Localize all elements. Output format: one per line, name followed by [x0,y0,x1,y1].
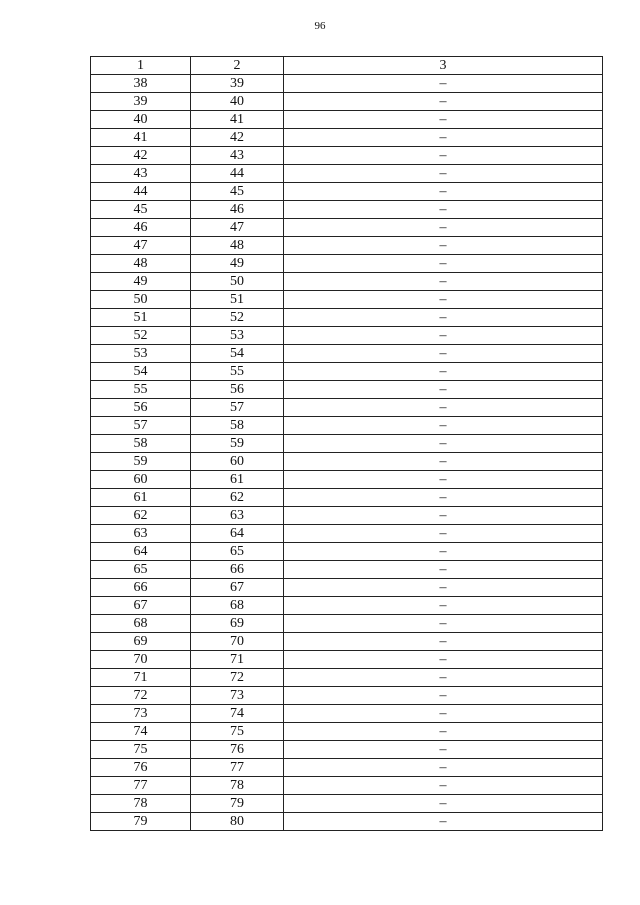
table-cell-col-2: 60 [191,453,284,471]
table-row [91,219,603,237]
table-cell-col-2: 47 [191,219,284,237]
table-cell-col-3: – [284,435,603,453]
table-row [91,741,603,759]
table-cell-col-2: 78 [191,777,284,795]
column-header-3: 3 [284,57,603,75]
table-cell-col-3: – [284,93,603,111]
table-cell-col-3: – [284,129,603,147]
table-cell-col-3: – [284,273,603,291]
table-cell-col-3: – [284,543,603,561]
table-cell-col-2: 73 [191,687,284,705]
table-row [91,129,603,147]
table-row [91,399,603,417]
table-cell-col-2: 43 [191,147,284,165]
table-cell-col-3: – [284,75,603,93]
table-row [91,345,603,363]
table-cell-col-3: – [284,507,603,525]
data-table [90,56,603,831]
table-cell-col-3: – [284,345,603,363]
table-row [91,381,603,399]
table-cell-col-1: 41 [91,129,191,147]
table-cell-col-1: 53 [91,345,191,363]
table-row [91,147,603,165]
table-cell-col-1: 63 [91,525,191,543]
table-cell-col-3: – [284,255,603,273]
table-cell-col-3: – [284,759,603,777]
table-cell-col-2: 66 [191,561,284,579]
table-cell-col-2: 80 [191,813,284,831]
column-header-1: 1 [91,57,191,75]
table-cell-col-2: 62 [191,489,284,507]
table-cell-col-3: – [284,651,603,669]
table-cell-col-2: 39 [191,75,284,93]
table-row [91,579,603,597]
table-cell-col-3: – [284,399,603,417]
table-body [91,75,603,831]
table-cell-col-3: – [284,561,603,579]
table-cell-col-3: – [284,219,603,237]
table-cell-col-2: 74 [191,705,284,723]
table-row [91,543,603,561]
table-cell-col-2: 58 [191,417,284,435]
table-cell-col-3: – [284,633,603,651]
table-cell-col-1: 46 [91,219,191,237]
table-cell-col-1: 39 [91,93,191,111]
table-cell-col-3: – [284,327,603,345]
table-cell-col-1: 66 [91,579,191,597]
table-row [91,291,603,309]
table-cell-col-1: 42 [91,147,191,165]
table-cell-col-1: 74 [91,723,191,741]
table-cell-col-2: 46 [191,201,284,219]
table-row [91,93,603,111]
table-cell-col-2: 61 [191,471,284,489]
table-cell-col-3: – [284,417,603,435]
header-row [91,57,603,75]
table-cell-col-2: 50 [191,273,284,291]
table-cell-col-3: – [284,363,603,381]
table-cell-col-1: 78 [91,795,191,813]
table-cell-col-1: 44 [91,183,191,201]
table-cell-col-3: – [284,381,603,399]
table-row [91,777,603,795]
table-cell-col-3: – [284,777,603,795]
table-cell-col-2: 63 [191,507,284,525]
table-row [91,273,603,291]
table-cell-col-1: 69 [91,633,191,651]
table-cell-col-2: 42 [191,129,284,147]
table-row [91,165,603,183]
table-cell-col-3: – [284,795,603,813]
table-cell-col-1: 40 [91,111,191,129]
table-cell-col-1: 76 [91,759,191,777]
table-row [91,327,603,345]
table-row [91,525,603,543]
table-cell-col-1: 67 [91,597,191,615]
table-cell-col-2: 40 [191,93,284,111]
table-cell-col-2: 71 [191,651,284,669]
table-cell-col-2: 56 [191,381,284,399]
table-row [91,795,603,813]
table-cell-col-3: – [284,741,603,759]
table-cell-col-1: 50 [91,291,191,309]
table-cell-col-1: 47 [91,237,191,255]
table-row [91,111,603,129]
table-cell-col-2: 65 [191,543,284,561]
table-cell-col-3: – [284,237,603,255]
table-cell-col-1: 38 [91,75,191,93]
table-cell-col-2: 44 [191,165,284,183]
table-cell-col-3: – [284,579,603,597]
table-cell-col-2: 49 [191,255,284,273]
table-cell-col-2: 48 [191,237,284,255]
table-cell-col-2: 72 [191,669,284,687]
table-cell-col-1: 54 [91,363,191,381]
table-cell-col-2: 68 [191,597,284,615]
table-cell-col-3: – [284,687,603,705]
table-cell-col-3: – [284,723,603,741]
table-cell-col-3: – [284,183,603,201]
table-row [91,237,603,255]
table-row [91,813,603,831]
table-cell-col-1: 52 [91,327,191,345]
table-cell-col-3: – [284,111,603,129]
table-row [91,561,603,579]
table-row [91,615,603,633]
table-row [91,759,603,777]
table-cell-col-1: 56 [91,399,191,417]
table-cell-col-3: – [284,615,603,633]
table-cell-col-3: – [284,669,603,687]
table-cell-col-1: 60 [91,471,191,489]
table-row [91,633,603,651]
table-cell-col-2: 79 [191,795,284,813]
column-header-2: 2 [191,57,284,75]
table-cell-col-1: 57 [91,417,191,435]
table-cell-col-1: 45 [91,201,191,219]
table-row [91,723,603,741]
table-cell-col-3: – [284,165,603,183]
table-row [91,453,603,471]
table-row [91,669,603,687]
table-row [91,597,603,615]
table-cell-col-3: – [284,201,603,219]
table-row [91,435,603,453]
table-cell-col-3: – [284,471,603,489]
table-row [91,471,603,489]
table-cell-col-3: – [284,813,603,831]
table-cell-col-1: 79 [91,813,191,831]
table-cell-col-1: 51 [91,309,191,327]
page-number: 96 [314,20,326,32]
table-cell-col-2: 53 [191,327,284,345]
table-cell-col-2: 54 [191,345,284,363]
table-cell-col-1: 77 [91,777,191,795]
table-cell-col-2: 57 [191,399,284,417]
table-row [91,75,603,93]
table-row [91,507,603,525]
table-cell-col-1: 72 [91,687,191,705]
table-cell-col-2: 64 [191,525,284,543]
table-cell-col-1: 48 [91,255,191,273]
table-cell-col-2: 75 [191,723,284,741]
table-cell-col-2: 52 [191,309,284,327]
table-row [91,705,603,723]
table-cell-col-1: 62 [91,507,191,525]
table-cell-col-2: 51 [191,291,284,309]
table-row [91,309,603,327]
table-row [91,489,603,507]
table-cell-col-3: – [284,453,603,471]
table-cell-col-2: 70 [191,633,284,651]
table-cell-col-2: 41 [191,111,284,129]
table-cell-col-3: – [284,597,603,615]
table-cell-col-3: – [284,489,603,507]
table-row [91,201,603,219]
table-row [91,363,603,381]
table-cell-col-1: 73 [91,705,191,723]
table-row [91,183,603,201]
table-cell-col-2: 67 [191,579,284,597]
table-cell-col-3: – [284,525,603,543]
table-cell-col-2: 77 [191,759,284,777]
table-cell-col-1: 58 [91,435,191,453]
table-row [91,417,603,435]
table-cell-col-1: 43 [91,165,191,183]
table-cell-col-1: 65 [91,561,191,579]
table-cell-col-1: 49 [91,273,191,291]
table-cell-col-3: – [284,291,603,309]
table-cell-col-2: 59 [191,435,284,453]
table-cell-col-1: 70 [91,651,191,669]
table-cell-col-1: 75 [91,741,191,759]
table-row [91,687,603,705]
table-cell-col-1: 55 [91,381,191,399]
table-cell-col-3: – [284,147,603,165]
table-cell-col-1: 61 [91,489,191,507]
table-row [91,255,603,273]
table-cell-col-1: 64 [91,543,191,561]
table-cell-col-2: 45 [191,183,284,201]
table-cell-col-2: 55 [191,363,284,381]
table-cell-col-1: 68 [91,615,191,633]
table-cell-col-2: 76 [191,741,284,759]
table-cell-col-3: – [284,309,603,327]
table-header [91,57,603,75]
table-cell-col-1: 59 [91,453,191,471]
table-row [91,651,603,669]
table-cell-col-3: – [284,705,603,723]
table-cell-col-1: 71 [91,669,191,687]
table-cell-col-2: 69 [191,615,284,633]
